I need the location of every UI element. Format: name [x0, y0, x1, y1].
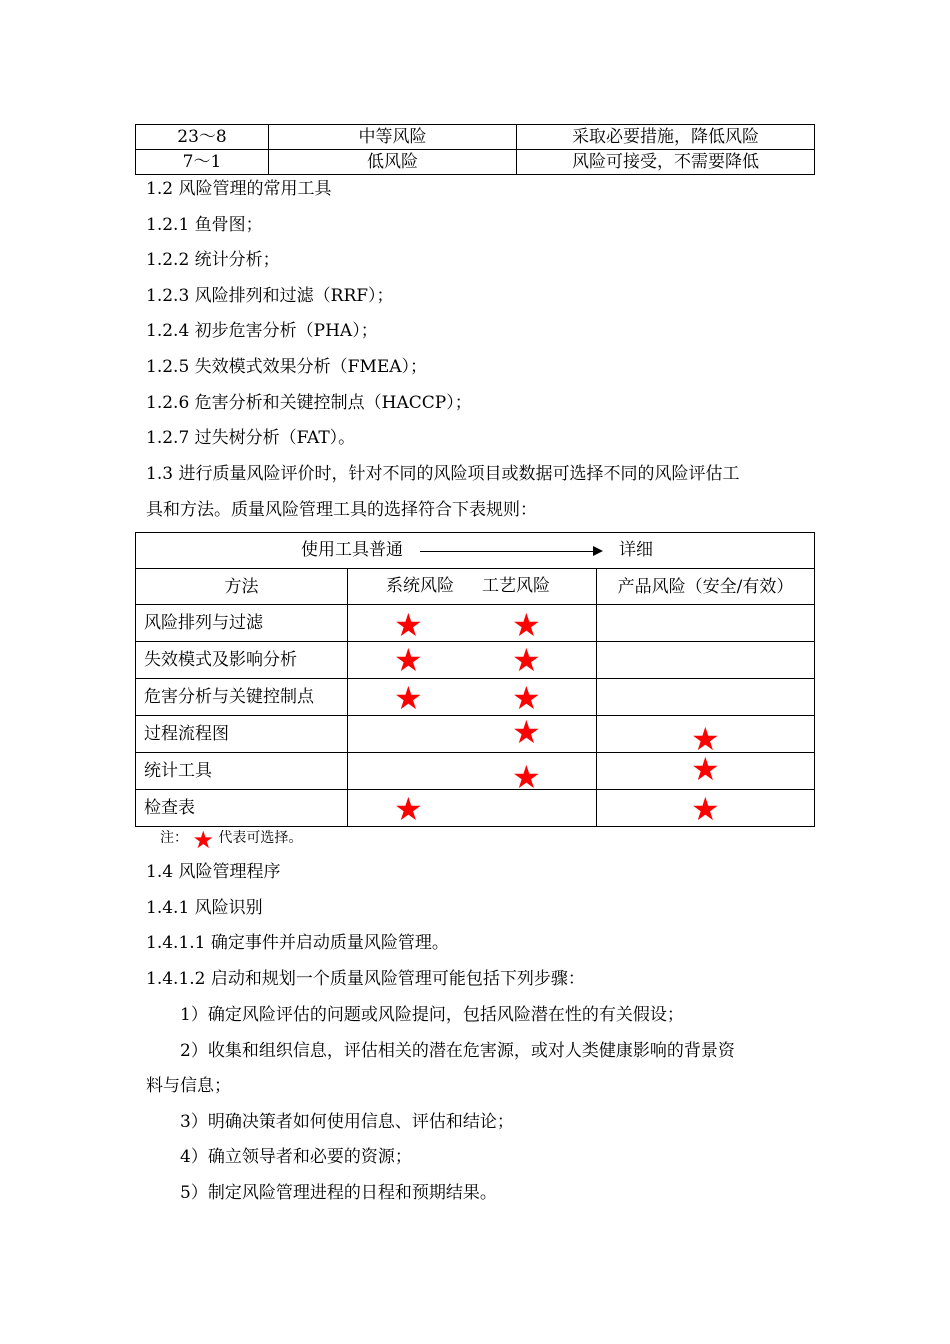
star-icon: ★ — [691, 750, 720, 788]
list-item: 1.2.7 过失树分析（FAT）。 — [146, 428, 356, 448]
list-item: 1.2.3 风险排列和过滤（RRF）； — [146, 286, 394, 306]
step-item: 4）确立领导者和必要的资源； — [180, 1147, 412, 1167]
list-item: 1.2.4 初步危害分析（PHA）； — [146, 321, 378, 341]
product-cell — [597, 716, 815, 758]
list-item: 1.2.5 失效模式效果分析（FMEA）； — [146, 357, 428, 377]
product-cell — [597, 642, 815, 679]
header-left-label: 使用工具普通 — [301, 540, 403, 560]
list-item: 1.4.1.2 启动和规划一个质量风险管理可能包括下列步骤： — [146, 969, 585, 989]
method-name: 风险排列与过滤 — [136, 605, 348, 642]
table-row — [136, 753, 815, 790]
list-item: 1.2.1 鱼骨图； — [146, 215, 263, 235]
table-note — [160, 826, 303, 854]
list-item: 1.2.2 统计分析； — [146, 250, 280, 270]
method-name: 检查表 — [136, 790, 348, 827]
step-item: 5）制定风险管理进程的日程和预期结果。 — [180, 1183, 497, 1203]
system-process-cell — [348, 605, 597, 642]
header-right-label: 详细 — [619, 540, 653, 560]
paragraph-1-3-line2: 具和方法。质量风险管理工具的选择符合下表规则： — [146, 500, 537, 520]
method-name: 失效模式及影响分析 — [136, 642, 348, 679]
product-cell — [597, 750, 815, 790]
col-system: 系统风险 — [386, 576, 454, 596]
star-icon: ★ — [512, 713, 541, 751]
system-process-cell — [348, 713, 597, 753]
method-name: 统计工具 — [136, 753, 348, 790]
step-item: 2）收集和组织信息，评估相关的潜在危害源，或对人类健康影响的背景资 — [180, 1041, 735, 1061]
table-row — [136, 642, 815, 679]
detail-scale-header — [136, 533, 815, 569]
product-cell — [597, 605, 815, 642]
star-icon: ★ — [394, 641, 423, 679]
system-process-cell — [348, 790, 597, 827]
step-item: 1）确定风险评估的问题或风险提问，包括风险潜在性的有关假设； — [180, 1005, 684, 1025]
star-icon: ★ — [192, 826, 214, 854]
col-method: 方法 — [136, 569, 348, 605]
table-row — [136, 790, 815, 827]
table-row — [136, 679, 815, 716]
risk-level-table — [135, 124, 815, 175]
list-item: 1.4.1.1 确定事件并启动质量风险管理。 — [146, 933, 449, 953]
star-icon: ★ — [691, 790, 720, 828]
method-name: 危害分析与关键控制点 — [136, 679, 348, 716]
star-icon: ★ — [691, 720, 720, 758]
arrow-line — [420, 551, 594, 552]
section-heading-1-4: 1.4 风险管理程序 — [146, 862, 281, 882]
step-item-continuation: 料与信息； — [146, 1076, 231, 1096]
system-process-cell — [348, 753, 597, 796]
star-icon: ★ — [394, 679, 423, 717]
tool-selection-table — [135, 532, 815, 827]
paragraph-1-3-line1: 1.3 进行质量风险评价时，针对不同的风险项目或数据可选择不同的风险评估工 — [146, 464, 740, 484]
note-prefix: 注： — [160, 830, 188, 846]
col-product: 产品风险（安全/有效） — [597, 569, 815, 605]
list-item: 1.2.6 危害分析和关键控制点（HACCP）； — [146, 393, 472, 413]
risk-level: 中等风险 — [269, 125, 517, 150]
star-icon: ★ — [394, 606, 423, 644]
star-icon: ★ — [394, 790, 423, 828]
risk-score: 7～1 — [136, 150, 269, 175]
table-row — [136, 605, 815, 642]
star-icon: ★ — [512, 606, 541, 644]
step-item: 3）明确决策者如何使用信息、评估和结论； — [180, 1112, 514, 1132]
column-header-row — [136, 569, 815, 605]
table-header-row — [136, 533, 815, 569]
risk-level: 低风险 — [269, 150, 517, 175]
system-process-cell — [348, 679, 597, 716]
table-row — [136, 125, 815, 150]
risk-action: 采取必要措施，降低风险 — [517, 125, 815, 150]
col-system-process — [348, 569, 597, 605]
product-cell — [597, 790, 815, 827]
table-row — [136, 150, 815, 175]
risk-action: 风险可接受，不需要降低 — [517, 150, 815, 175]
note-suffix: 代表可选择。 — [218, 830, 303, 846]
method-name: 过程流程图 — [136, 716, 348, 753]
star-icon: ★ — [512, 758, 541, 796]
system-process-cell — [348, 642, 597, 679]
star-icon: ★ — [512, 641, 541, 679]
col-process: 工艺风险 — [482, 576, 550, 596]
table-row — [136, 716, 815, 753]
arrow-right-icon — [593, 546, 603, 556]
star-icon: ★ — [512, 679, 541, 717]
subsection-1-4-1: 1.4.1 风险识别 — [146, 898, 263, 918]
section-heading-1-2: 1.2 风险管理的常用工具 — [146, 179, 332, 199]
risk-score: 23～8 — [136, 125, 269, 150]
product-cell — [597, 679, 815, 716]
